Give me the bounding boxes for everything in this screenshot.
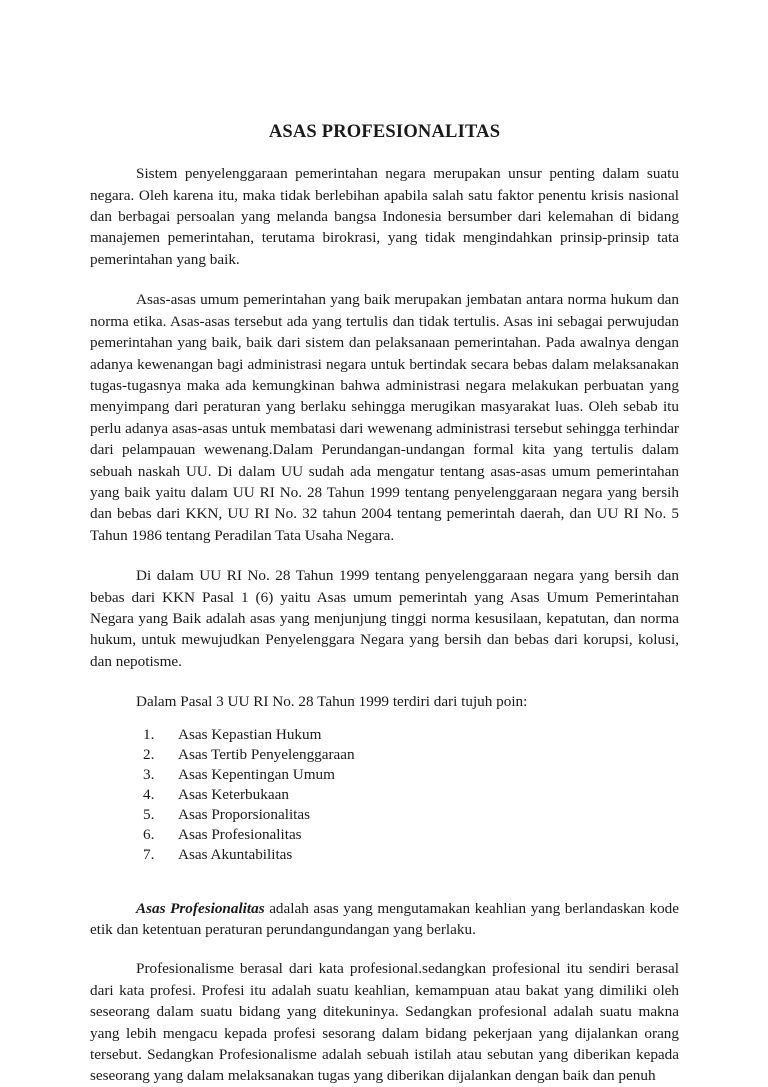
- list-item-label: Asas Profesionalitas: [178, 825, 302, 843]
- paragraph-asas-umum: Asas-asas umum pemerintahan yang baik merupakan jembatan antara norma hukum dan norma etika. Asas-asas tersebut ada yang tertulis dan tidak tertulis. Asas ini sebagai perwujudan pemerintahan yang baik, baik dari sistem dan pelaksanaan pemerintahan. Pada awalnya dengan adanya kewenangan bagi administrasi negara untuk bertindak secara bebas dalam melaksanakan tugas-tugasnya maka ada kemungkinan bahwa administrasi negara melakukan perbuatan yang menyimpang dari peraturan yang berlaku sehingga merugikan masyarakat luas. Oleh sebab itu perlu adanya asas-asas untuk membatasi dari wewenang administrasi tersebut sehingga terhindar dari pelampauan wewenang.Dalam Perundangan-undangan formal kita yang tertulis dalam sebuah naskah UU. Di dalam UU sudah ada mengatur tentang asas-asas umum pemerintahan yang baik yaitu dalam UU RI No. 28 Tahun 1999 tentang penyelenggaraan negara yang bersih dan bebas dari KKN, UU RI No. 32 tahun 2004 tentang pemerintah daerah, dan UU RI No. 5 Tahun 1986 tentang Peradilan Tata Usaha Negara.: [90, 291, 679, 544]
- term-definition-text: adalah asas yang mengutamakan keahlian yang berlandaskan kode etik dan ketentuan peraturan perundangundangan yang berlaku.: [90, 899, 679, 939]
- list-item-label: Asas Akuntabilitas: [178, 845, 293, 863]
- paragraph-definition-asas-profesionalitas: [90, 898, 679, 941]
- list-item: [90, 785, 679, 805]
- list-item-number: 3.: [143, 765, 155, 783]
- list-item: [90, 805, 679, 825]
- list-item-label: Asas Tertib Penyelenggaraan: [178, 745, 355, 763]
- term-asas-profesionalitas: Asas Profesionalitas: [136, 899, 265, 917]
- list-item: [90, 745, 679, 765]
- list-item-number: 1.: [143, 725, 155, 743]
- list-item: [90, 825, 679, 845]
- list-lead-in: Dalam Pasal 3 UU RI No. 28 Tahun 1999 terdiri dari tujuh poin:: [136, 693, 528, 711]
- list-item-label: Asas Kepentingan Umum: [178, 765, 335, 783]
- list-item-label: Asas Kepastian Hukum: [178, 725, 322, 743]
- list-item: [90, 725, 679, 745]
- list-item: [90, 765, 679, 785]
- list-item-number: 6.: [143, 825, 155, 843]
- paragraph-uu-28-1999: Di dalam UU RI No. 28 Tahun 1999 tentang penyelenggaraan negara yang bersih dan bebas dari KKN Pasal 1 (6) yaitu Asas umum pemerintah yang Asas Umum Pemerintahan Negara yang Baik adalah asas yang menjunjung tinggi norma kesusilaan, kepatutan, dan norma hukum, untuk mewujudkan Penyelenggara Negara yang bersih dan bebas dari korupsi, kolusi, dan nepotisme.: [90, 567, 679, 670]
- page-title: ASAS PROFESIONALITAS: [268, 122, 501, 142]
- list-item-label: Asas Proporsionalitas: [178, 805, 311, 823]
- list-item-number: 4.: [143, 785, 155, 803]
- seven-points-list: [90, 725, 679, 865]
- list-item-number: 5.: [143, 805, 155, 823]
- list-item-number: 7.: [143, 845, 155, 863]
- paragraph-profesionalisme: Profesionalisme berasal dari kata profesional.sedangkan profesional itu sendiri berasal dari kata profesi. Profesi itu adalah suatu keahlian, kemampuan atau bakat yang dimiliki oleh seseorang dalam suatu bidang yang ditekuninya. Sedangkan profesional adalah suatu makna yang lebih mengacu kepada profesi sesorang dalam bidang pekerjaan yang dijalankan orang tersebut. Sedangkan Profesionalisme adalah sebuah istilah atau sebutan yang diberikan kepada seseorang yang dalam melaksanakan tugas yang diberikan dijalankan dengan baik dan penuh: [90, 960, 679, 1085]
- paragraph-intro: Sistem penyelenggaraan pemerintahan negara merupakan unsur penting dalam suatu negara. Oleh karena itu, maka tidak berlebihan apabila salah satu faktor penentu krisis nasional dan berbagai persoalan yang melanda bangsa Indonesia bersumber dari kelemahan di bidang manajemen pemerintahan, terutama birokrasi, yang tidak mengindahkan prinsip-prinsip tata pemerintahan yang baik.: [90, 165, 679, 268]
- list-item-label: Asas Keterbukaan: [178, 785, 289, 803]
- list-item-number: 2.: [143, 745, 155, 763]
- list-item: [90, 845, 679, 865]
- document-body: [90, 0, 679, 1087]
